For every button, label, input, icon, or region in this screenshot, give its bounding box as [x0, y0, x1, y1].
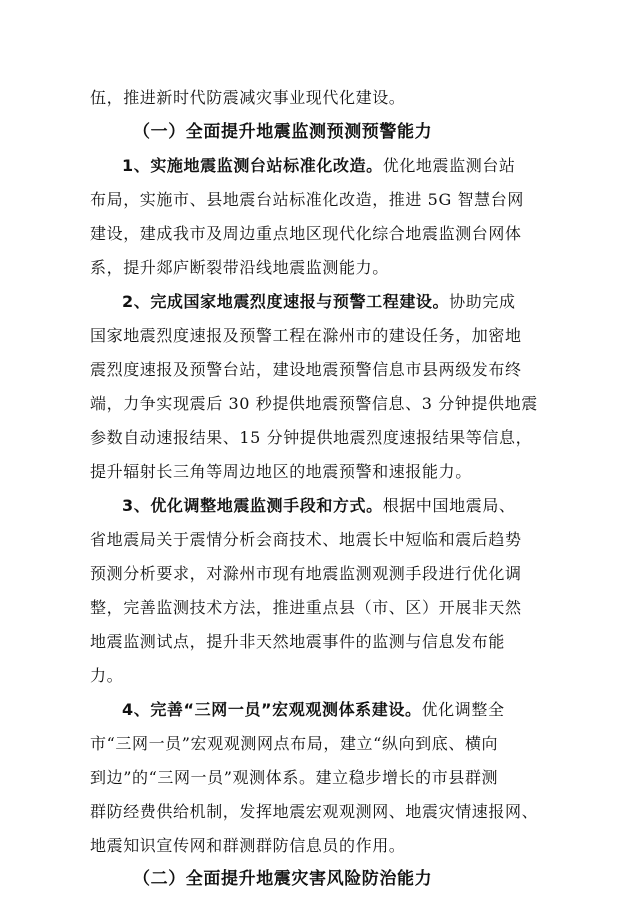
paragraph-first-line [122, 156, 582, 176]
text-run: 协助完成 [449, 292, 516, 311]
text-line: 地震监测试点，提升非天然地震事件的监测与信息发布能 [90, 632, 506, 651]
paragraph-first-line [122, 292, 582, 312]
item-title: 4、完善“三网一员”宏观观测体系建设。 [122, 700, 422, 719]
text-line: 到边”的“三网一员”观测体系。建立稳步增长的市县群测 [90, 768, 499, 787]
item-title: 1、实施地震监测台站标准化改造。 [122, 156, 383, 175]
text-line: 省地震局关于震情分析会商技术、地震长中短临和震后趋势 [90, 530, 522, 549]
text-line: 地震知识宣传网和群测群防信息员的作用。 [90, 836, 406, 855]
text-line: 提升辐射长三角等周边地区的地震预警和速报能力。 [90, 462, 472, 481]
text-line: 震烈度速报及预警台站，建设地震预警信息市县两级发布终 [90, 360, 522, 379]
text-run: 优化调整全 [421, 700, 505, 719]
text-line: 预测分析要求，对滁州市现有地震监测观测手段进行优化调 [90, 564, 522, 583]
text-line: 系，提升郯庐断裂带沿线地震监测能力。 [90, 258, 389, 277]
item-title: 3、优化调整地震监测手段和方式。 [122, 496, 383, 515]
text-line: 整，完善监测技术方法，推进重点县（市、区）开展非天然 [90, 598, 522, 617]
text-line: 群防经费供给机制，发挥地震宏观观测网、地震灾情速报网、 [90, 802, 539, 821]
paragraph-first-line [122, 700, 582, 720]
text-line: 市“三网一员”宏观观测网点布局，建立“纵向到底、横向 [90, 734, 499, 753]
section-heading: （二）全面提升地震灾害风险防治能力 [133, 869, 433, 889]
text-line: 力。 [90, 666, 124, 685]
text-line: 国家地震烈度速报及预警工程在滁州市的建设任务，加密地 [90, 326, 522, 345]
paragraph-first-line [122, 496, 582, 516]
text-run: 根据中国地震局、 [382, 496, 516, 515]
text-line: 参数自动速报结果、15 分钟提供地震烈度速报结果等信息， [90, 428, 533, 447]
text-line: 端，力争实现震后 30 秒提供地震预警信息、3 分钟提供地震 [90, 394, 538, 413]
item-title: 2、完成国家地震烈度速报与预警工程建设。 [122, 292, 450, 311]
section-heading: （一）全面提升地震监测预测预警能力 [133, 122, 433, 142]
text-line: 建设，建成我市及周边重点地区现代化综合地震监测台网体 [90, 224, 522, 243]
text-line: 伍，推进新时代防震减灾事业现代化建设。 [90, 88, 406, 107]
text-line: 布局，实施市、县地震台站标准化改造，推进 5G 智慧台网 [90, 190, 524, 209]
text-run: 优化地震监测台站 [382, 156, 516, 175]
